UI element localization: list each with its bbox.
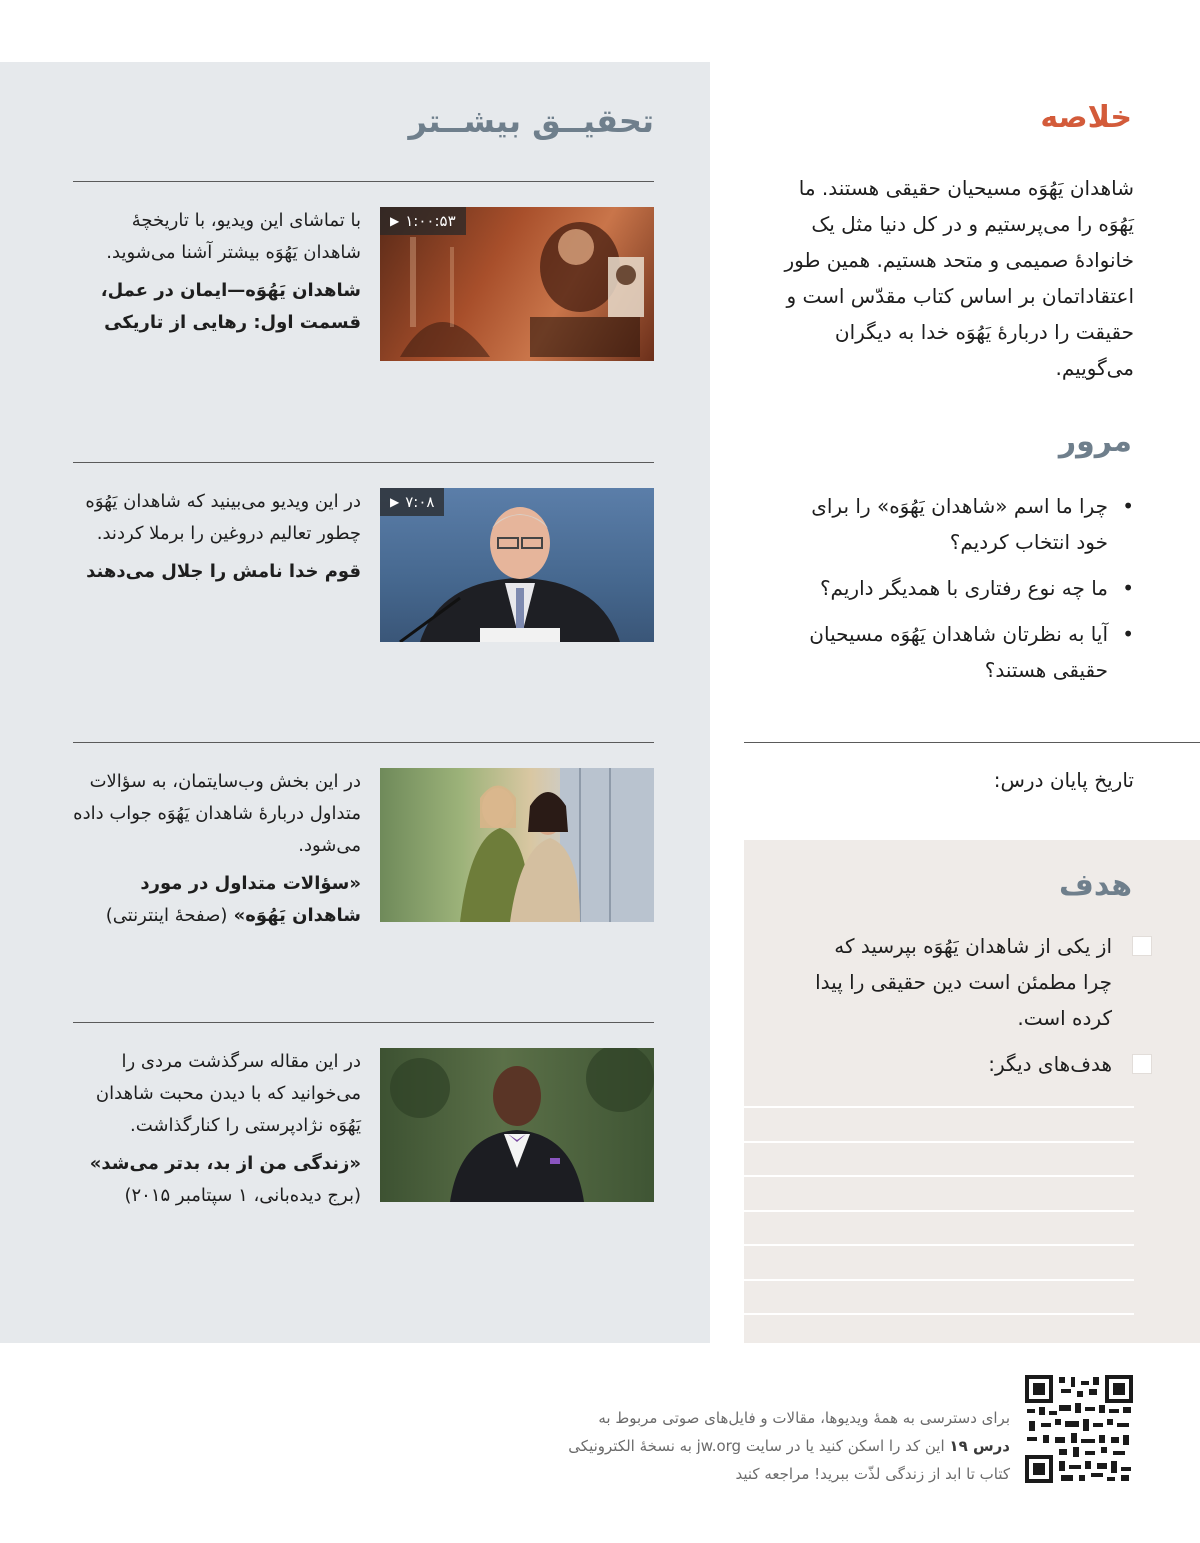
research-item-text bbox=[73, 1046, 361, 1212]
summary-text: شاهدان یَهُوَه مسیحیان حقیقی هستند. ما یَهُوَه را می‌پرستیم و در کل دنیا مثل یک خانوادهٔ صمیمی و متحد هستیم. همین طور اعتقاداتمان بر اساس کتاب مقدّس است و حقیقت را دربارهٔ یَهُوَه خدا به دیگران می‌گوییم. bbox=[784, 176, 1134, 380]
footer-line-3: کتاب تا ابد از زندگی لذّت ببرید! مراجعه کنید bbox=[735, 1465, 1010, 1483]
bullet-icon: • bbox=[1122, 622, 1134, 646]
research-item-title[interactable]: قوم خدا نامش را جلال می‌دهند bbox=[86, 561, 361, 582]
review-questions-list bbox=[778, 488, 1134, 698]
research-item-text bbox=[73, 766, 361, 932]
writing-line[interactable] bbox=[744, 1141, 1134, 1143]
article-thumbnail[interactable] bbox=[380, 1048, 654, 1202]
research-item-source: (برج دیده‌بانی، ۱ سپتامبر ۲۰۱۵) bbox=[124, 1185, 361, 1206]
summary-heading: خلاصه bbox=[1040, 100, 1132, 135]
footer-line-1: برای دسترسی به همهٔ ویدیوها، مقالات و فایل‌های صوتی مربوط به bbox=[598, 1409, 1010, 1427]
video-thumbnail[interactable] bbox=[380, 488, 654, 642]
play-icon: ▶ bbox=[390, 214, 400, 228]
research-item-title[interactable]: «زندگی من از بد، بدتر می‌شد» bbox=[89, 1153, 361, 1174]
research-item-description: در این مقاله سرگذشت مردی را می‌خوانید که با دیدن محبت شاهدان یَهُوَه نژادپرستی را کنارگذاشت. bbox=[95, 1051, 361, 1136]
qr-code-icon[interactable] bbox=[1025, 1375, 1133, 1483]
divider bbox=[73, 742, 654, 743]
writing-line[interactable] bbox=[744, 1175, 1134, 1177]
review-question: • ما چه نوع رفتاری با همدیگر داریم؟ bbox=[778, 570, 1108, 606]
completion-date-label[interactable]: تاریخ پایان درس: bbox=[993, 768, 1134, 792]
review-question: • آیا به نظرتان شاهدان یَهُوَه مسیحیان حقیقی هستند؟ bbox=[778, 616, 1108, 688]
review-question: • چرا ما اسم «شاهدان یَهُوَه» را برای خود انتخاب کردیم؟ bbox=[778, 488, 1108, 560]
article-thumbnail[interactable] bbox=[380, 768, 654, 922]
review-heading: مرور bbox=[1058, 424, 1132, 459]
divider bbox=[73, 181, 654, 182]
divider bbox=[744, 742, 1200, 743]
goal-item: از یکی از شاهدان یَهُوَه بپرسید که چرا مطمئن است دین حقیقی را پیدا کرده است. bbox=[812, 928, 1112, 1036]
writing-line[interactable] bbox=[744, 1210, 1134, 1212]
research-item-description: در این ویدیو می‌بینید که شاهدان یَهُوَه چطور تعالیم دروغین را برملا کردند. bbox=[85, 491, 361, 544]
video-duration-badge: ▶ ۱:۰۰:۵۳ bbox=[380, 207, 466, 235]
bullet-icon: • bbox=[1122, 576, 1134, 600]
research-item-description: در این بخش وب‌سایتمان، به سؤالات متداول دربارهٔ شاهدان یَهُوَه جواب داده می‌شود. bbox=[73, 771, 361, 856]
goal-heading: هدف bbox=[1059, 868, 1132, 903]
research-title: تحقیــق بیشــتر bbox=[408, 102, 654, 140]
research-item-description: با تماشای این ویدیو، با تاریخچهٔ شاهدان یَهُوَه بیشتر آشنا می‌شوید. bbox=[106, 210, 361, 263]
video-duration-badge: ▶ ۷:۰۸ bbox=[380, 488, 444, 516]
divider bbox=[73, 462, 654, 463]
writing-line[interactable] bbox=[744, 1313, 1134, 1315]
research-item-source: (صفحهٔ اینترنتی) bbox=[105, 905, 228, 926]
writing-line[interactable] bbox=[744, 1279, 1134, 1281]
goal-checkbox[interactable] bbox=[1132, 936, 1152, 956]
further-research-panel bbox=[0, 62, 710, 1343]
man-portrait-image bbox=[380, 1048, 654, 1202]
writing-line[interactable] bbox=[744, 1244, 1134, 1246]
lesson-number: درس ۱۹ bbox=[949, 1437, 1010, 1455]
footer-note bbox=[450, 1404, 1010, 1488]
research-item-title[interactable]: شاهدان یَهُوَه—ایمان در عمل، قسمت اول: رهایی از تاریکی bbox=[100, 280, 361, 333]
goal-item-other: هدف‌های دیگر: bbox=[812, 1046, 1112, 1082]
research-item-text bbox=[73, 486, 361, 588]
research-item-title[interactable]: «سؤالات متداول در مورد شاهدان یَهُوَه» (صفحهٔ اینترنتی) bbox=[105, 873, 361, 926]
writing-line[interactable] bbox=[744, 1106, 1134, 1108]
goal-panel bbox=[744, 840, 1200, 1343]
divider bbox=[73, 1022, 654, 1023]
footer-line-2: درس ۱۹ این کد را اسکن کنید یا در سایت jw.org به نسخهٔ الکترونیکی bbox=[568, 1437, 1010, 1455]
goal-checkbox[interactable] bbox=[1132, 1054, 1152, 1074]
video-thumbnail[interactable] bbox=[380, 207, 654, 361]
bullet-icon: • bbox=[1122, 494, 1134, 518]
research-item-text bbox=[73, 205, 361, 339]
play-icon: ▶ bbox=[390, 495, 400, 509]
two-women-door-image bbox=[380, 768, 654, 922]
